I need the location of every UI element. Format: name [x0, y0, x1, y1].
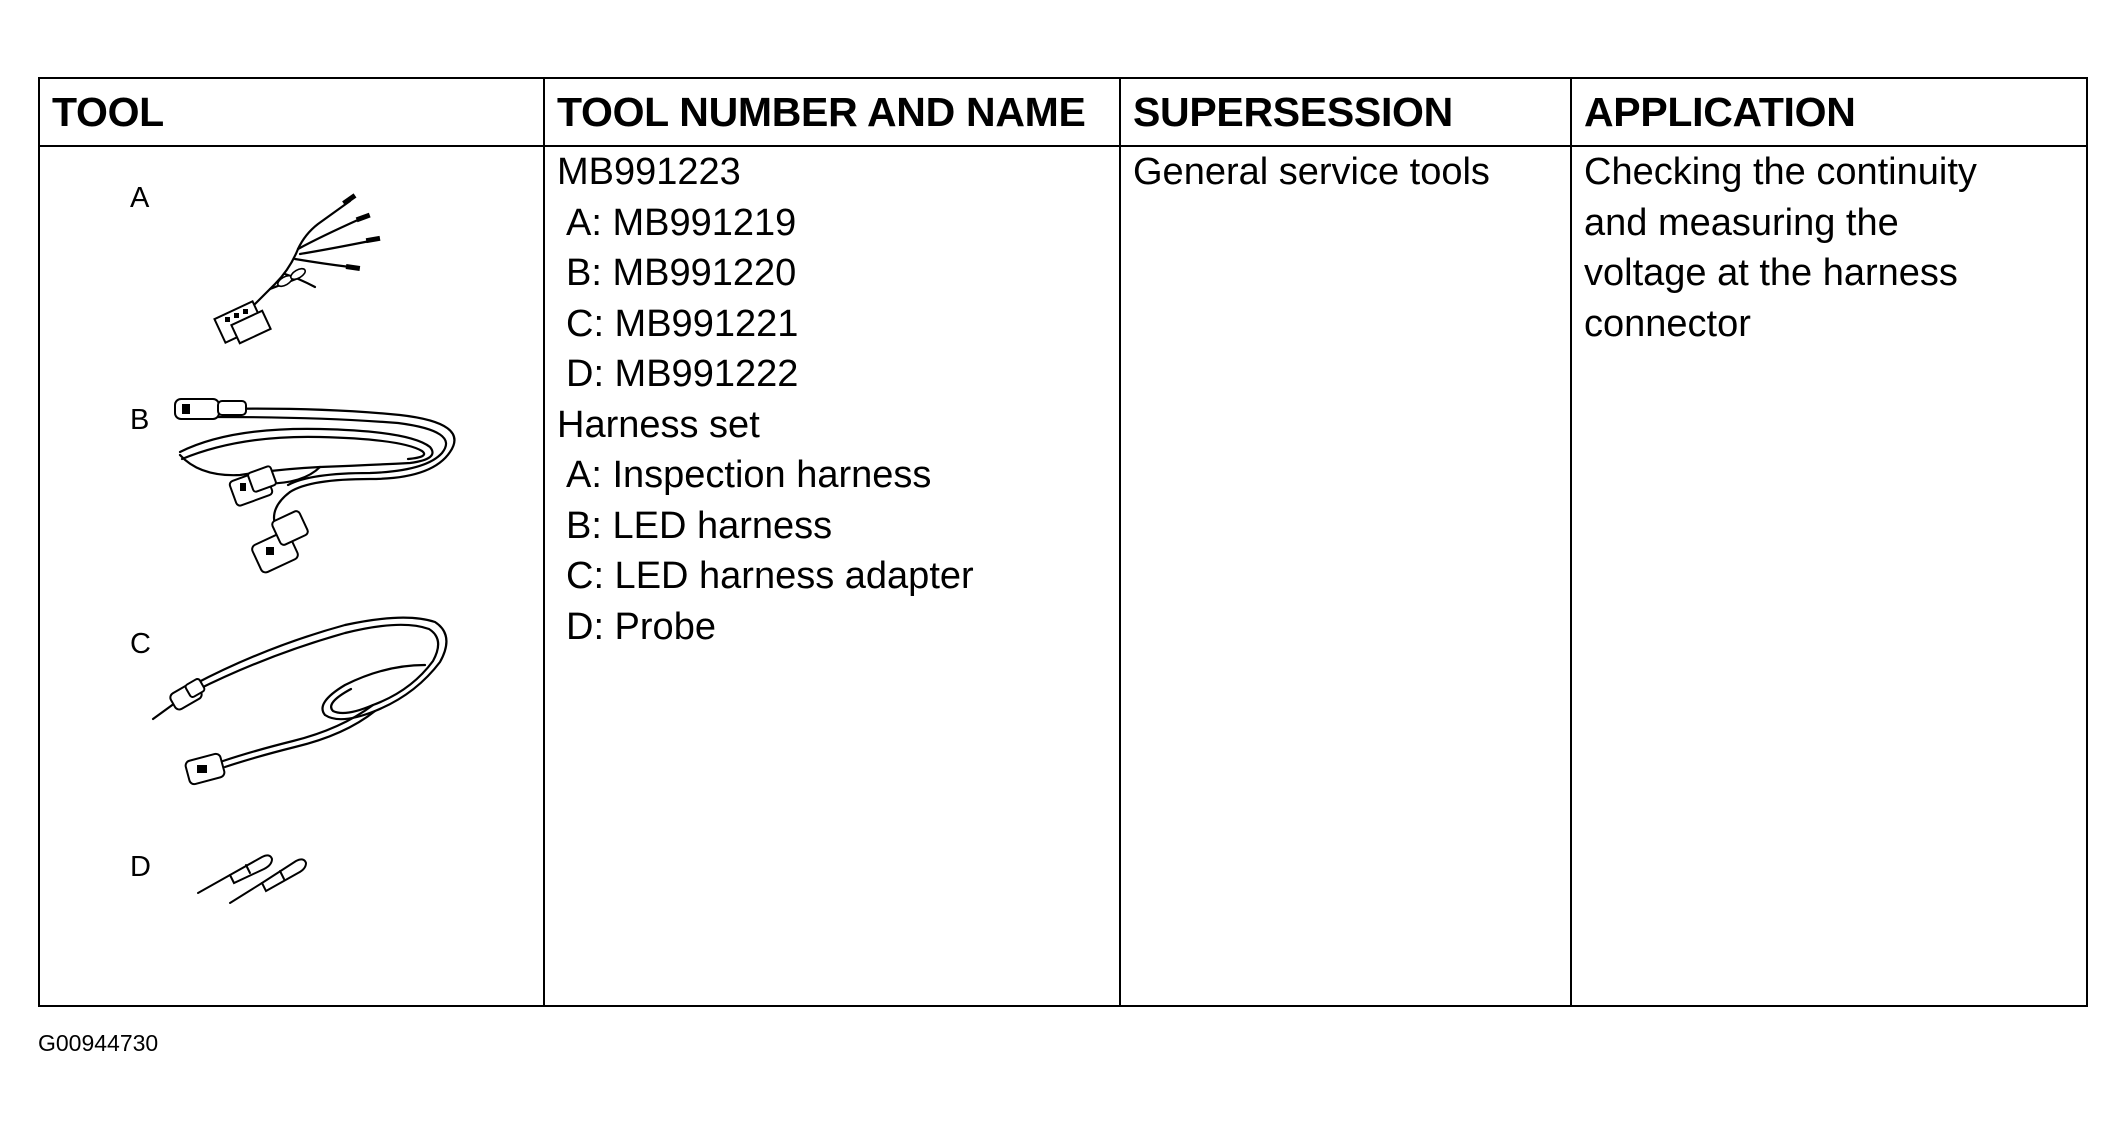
tool-number-list — [557, 147, 974, 652]
header-tool-number-and-name: TOOL NUMBER AND NAME — [557, 89, 1086, 135]
supersession-value: General service tools — [1133, 151, 1490, 193]
tool-number-line: C: MB991221 — [566, 302, 799, 345]
inspection-harness-icon — [200, 179, 400, 359]
tool-letter-b: B — [130, 404, 150, 436]
figure-code: G00944730 — [38, 1030, 159, 1056]
tool-number-line: B: LED harness — [566, 504, 833, 547]
tool-number-line: Harness set — [557, 403, 760, 446]
header-supersession: SUPERSESSION — [1133, 89, 1453, 135]
application-line: connector — [1584, 302, 1751, 345]
application-line: Checking the continuity — [1584, 151, 1977, 193]
probe-icon — [190, 831, 390, 911]
application-text — [1584, 147, 1977, 349]
tool-letter-d: D — [130, 851, 151, 883]
tool-number-line: C: LED harness adapter — [566, 555, 974, 597]
tool-column — [40, 79, 545, 1005]
application-line: and measuring the — [1584, 201, 1899, 244]
tool-letter-a: A — [130, 182, 150, 214]
special-tools-table — [38, 77, 2088, 1007]
led-harness-icon — [170, 397, 470, 582]
header-application: APPLICATION — [1584, 89, 1856, 135]
supersession-column — [1121, 79, 1572, 1005]
supersession-text — [1133, 147, 1490, 198]
tool-number-line: B: MB991220 — [566, 252, 797, 294]
tool-number-line: D: Probe — [566, 605, 716, 648]
tool-number-line: D: MB991222 — [566, 353, 799, 395]
header-tool: TOOL — [52, 89, 164, 135]
tool-letter-c: C — [130, 628, 151, 660]
led-harness-adapter-icon — [145, 607, 465, 787]
tool-number-column — [545, 79, 1121, 1005]
tool-number-line: A: MB991219 — [566, 201, 797, 244]
tool-number-line: A: Inspection harness — [566, 454, 932, 496]
tool-number-line: MB991223 — [557, 151, 741, 193]
application-column — [1572, 79, 2086, 1005]
application-line: voltage at the harness — [1584, 252, 1958, 294]
